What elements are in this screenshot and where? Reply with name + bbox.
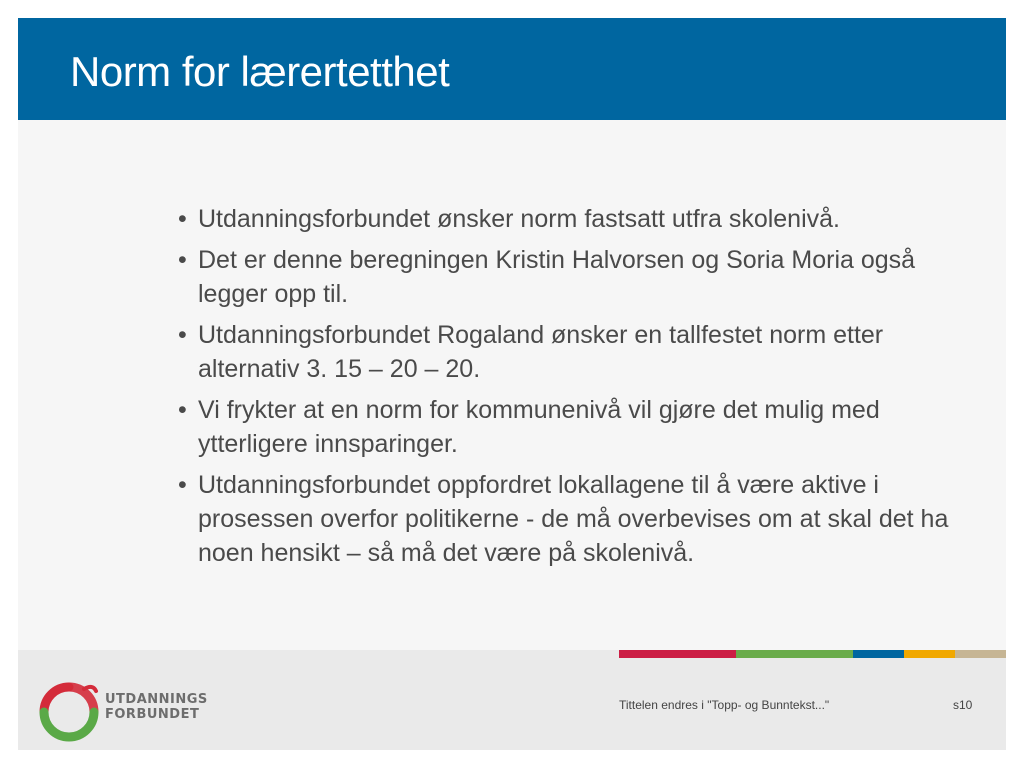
slide-title: Norm for lærertetthet (70, 48, 450, 95)
stripe-tan (955, 650, 1006, 658)
slide (18, 18, 1006, 750)
color-stripes (619, 650, 1006, 658)
bullet-item: • Utdanningsforbundet Rogaland ønsker en tallfestet norm etter alternativ 3. 15 – 20 – 20. (178, 318, 988, 386)
logo-line-2: FORBUNDET (105, 707, 200, 722)
stripe-red (619, 650, 736, 658)
logo-wordmark (105, 692, 208, 722)
utdanningsforbundet-logo-icon (38, 681, 100, 748)
stripe-green (736, 650, 853, 658)
title-bar (18, 18, 1006, 120)
bullet-list (178, 202, 988, 570)
logo-line-1: UTDANNINGS (105, 692, 208, 707)
stripe-blue (853, 650, 904, 658)
bullet-item: • Utdanningsforbundet ønsker norm fastsatt utfra skolenivå. (178, 202, 988, 236)
footer-text: Tittelen endres i "Topp- og Bunntekst..." (619, 698, 830, 712)
bullet-item: • Utdanningsforbundet oppfordret lokallagene til å være aktive i prosessen overfor politikerne - de må overbevises om at skal det ha noen hensikt – så må det være på skolenivå. (178, 468, 988, 570)
bullet-item: • Vi frykter at en norm for kommunenivå vil gjøre det mulig med ytterligere innsparinger. (178, 393, 988, 461)
page-number: s10 (953, 698, 973, 712)
bullet-item: • Det er denne beregningen Kristin Halvorsen og Soria Moria også legger opp til. (178, 243, 988, 311)
stripe-yellow (904, 650, 955, 658)
slide-content (178, 202, 988, 577)
